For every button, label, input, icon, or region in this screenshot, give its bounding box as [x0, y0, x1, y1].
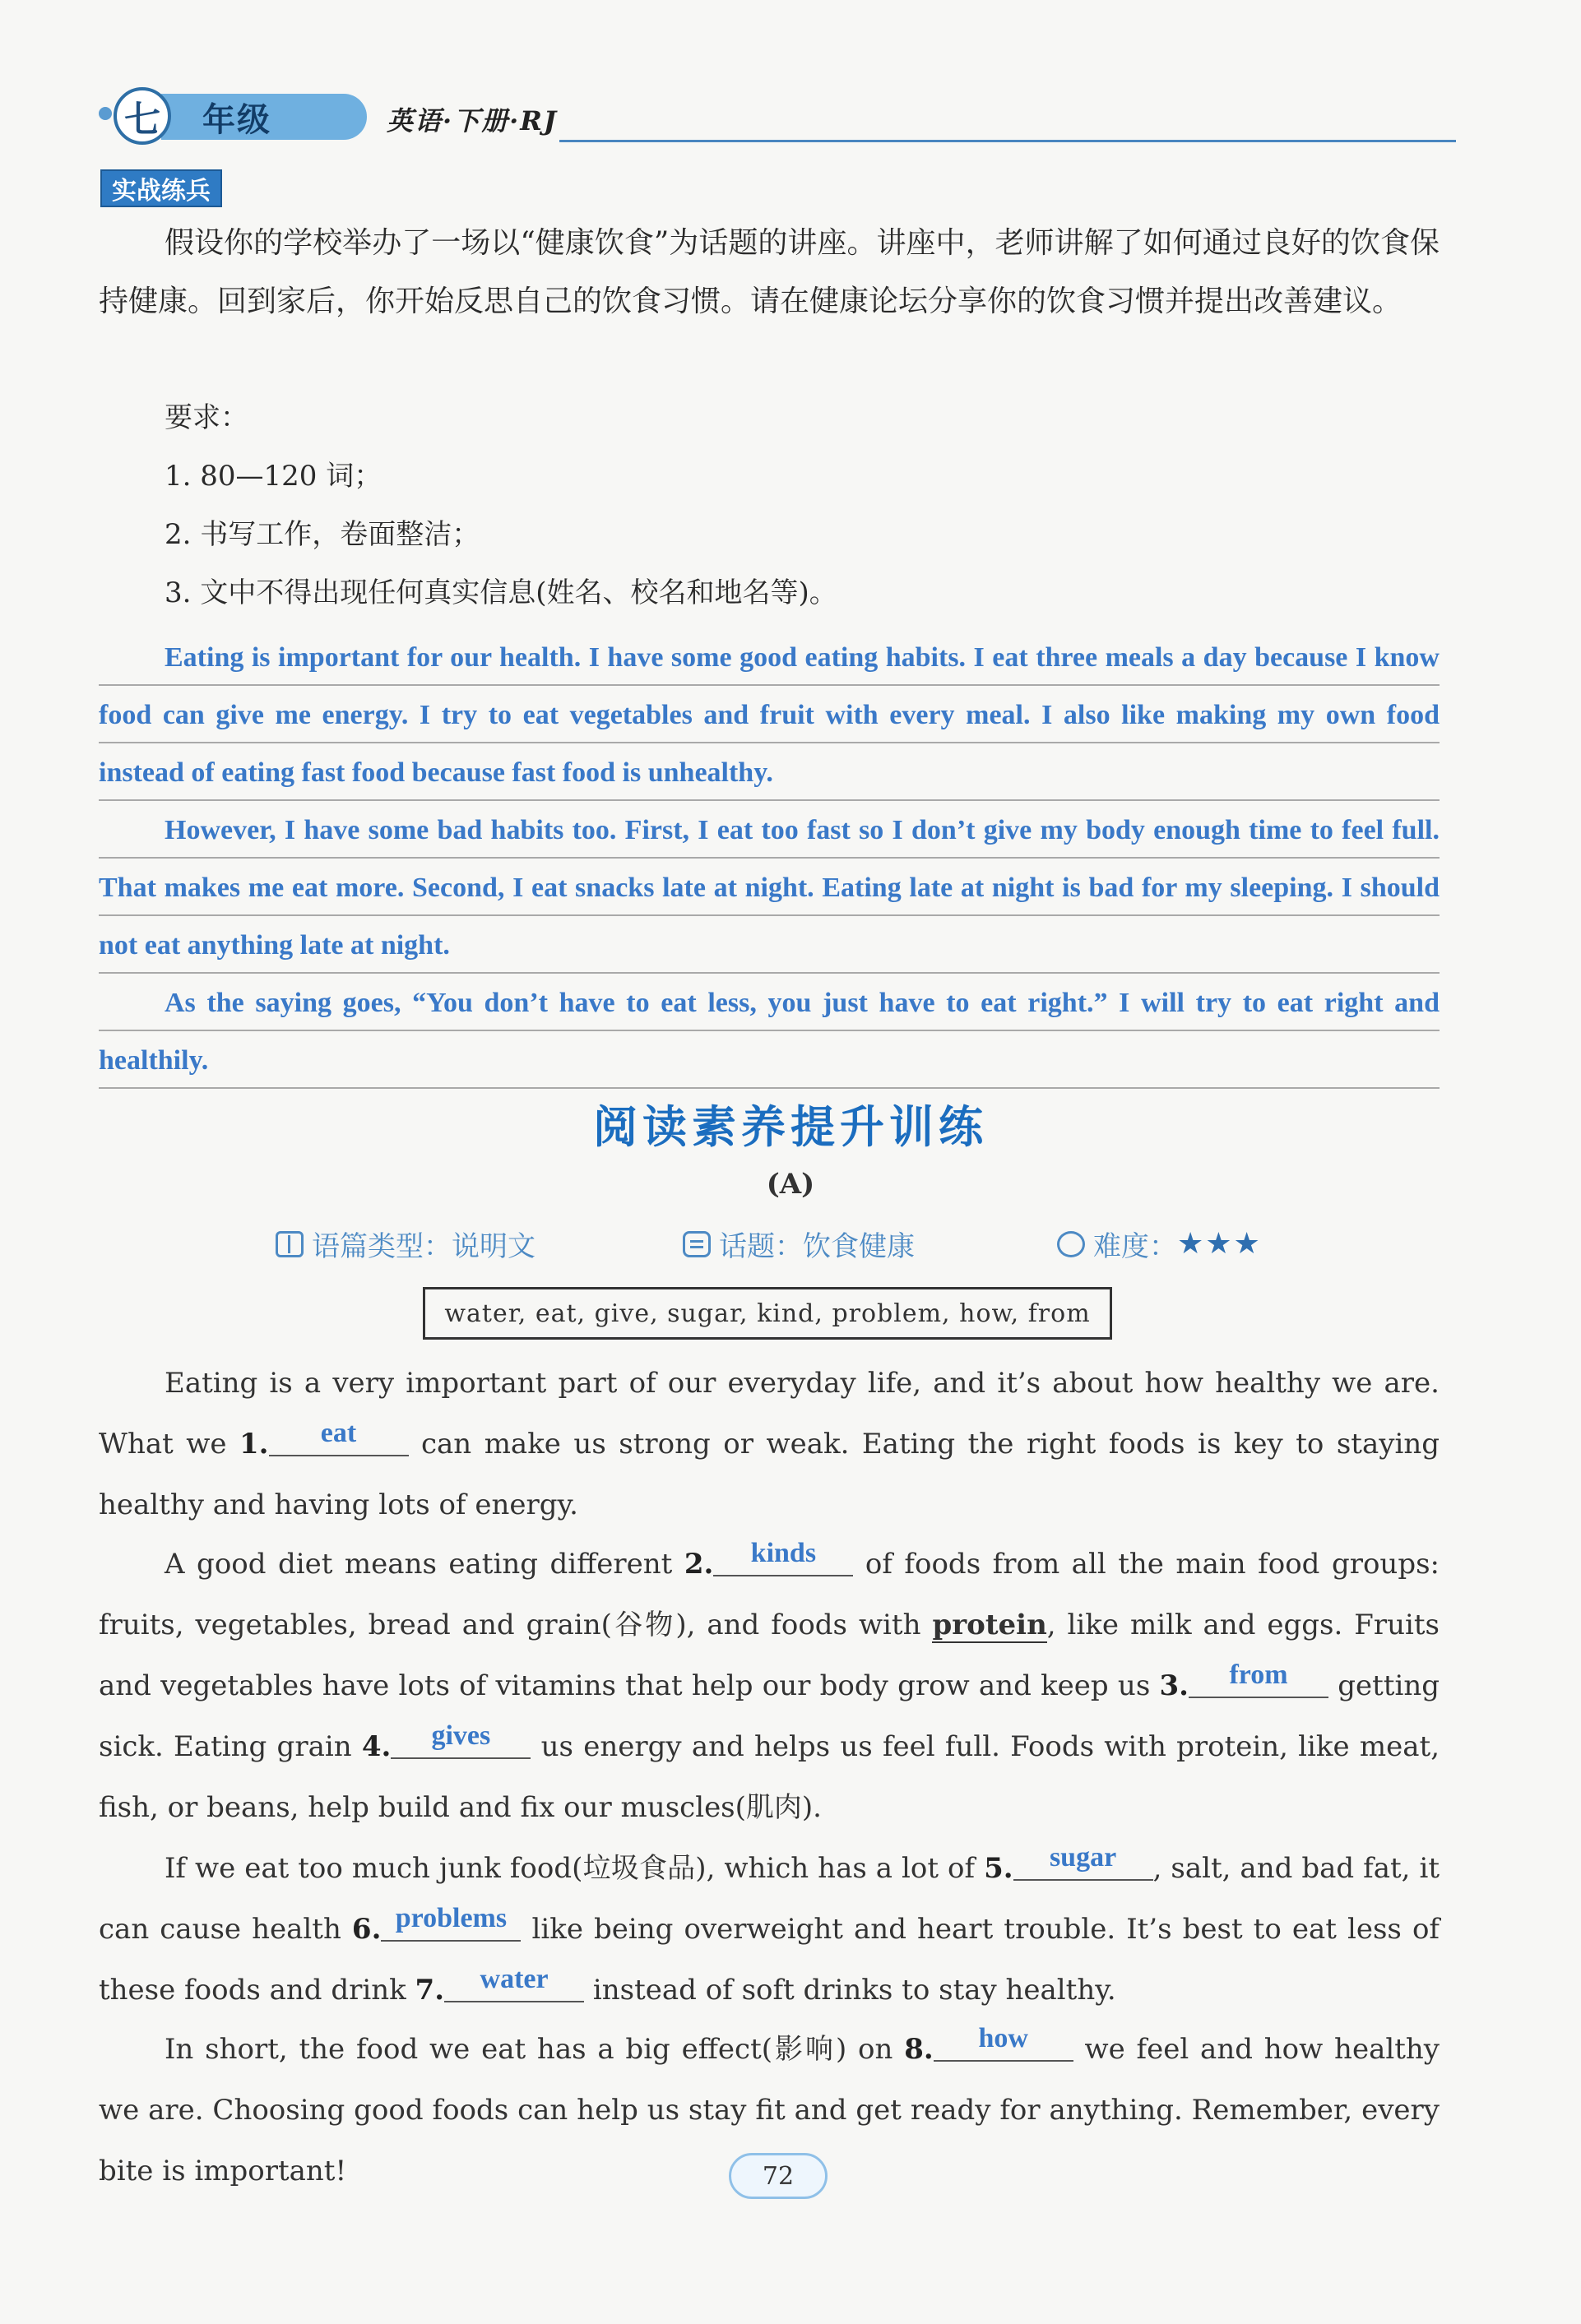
- blank-6[interactable]: [381, 1899, 521, 1942]
- writing-prompt: 假设你的学校举办了一场以“健康饮食”为话题的讲座。讲座中，老师讲解了如何通过良好的饮食保持健康。回到家后，你开始反思自己的饮食习惯。请在健康论坛分享你的饮食习惯并提出改善建议。: [99, 226, 1440, 318]
- p2-text-c: , like milk and eggs. Fruits and vegetables have lots of vitamins that help our body grow and keep us: [99, 1609, 1440, 1702]
- answer-6: problems: [395, 1903, 508, 1933]
- requirements-title: 要求：: [165, 401, 248, 434]
- blank-8[interactable]: [934, 2019, 1073, 2062]
- answer-1: eat: [320, 1418, 357, 1448]
- blank-4[interactable]: [391, 1716, 531, 1759]
- section-title: 阅读素养提升训练: [593, 1101, 988, 1153]
- answer-2: kinds: [750, 1538, 817, 1568]
- word-bank: water, eat, give, sugar, kind, problem, how, from: [423, 1287, 1112, 1340]
- blank-5[interactable]: [1013, 1838, 1153, 1881]
- requirement-2: 2. 书写工作，卷面整洁；: [165, 518, 480, 551]
- blank-1[interactable]: [269, 1414, 409, 1456]
- practice-tag: 实战练兵: [100, 169, 222, 207]
- genre-label: 语篇类型：说明文: [312, 1230, 536, 1263]
- p3-text-a: If we eat too much junk food(垃圾食品), which has a lot of: [165, 1852, 985, 1885]
- blank-number-1: 1.: [239, 1428, 269, 1461]
- difficulty-stars: ★★★: [1177, 1227, 1262, 1261]
- page-header: [90, 82, 1456, 156]
- blank-number-2: 2.: [684, 1548, 714, 1581]
- subject-label: 英语·下册·RJ: [387, 105, 559, 137]
- difficulty-meta: [1057, 1224, 1262, 1264]
- answer-paragraph-1: Eating is important for our health. I have some good eating habits. I eat three meals a day because I know food can give me energy. I try to eat vegetables and fruit with every meal. I also like making my own food instead of eating fast food because fast food is unhealthy.: [99, 629, 1440, 802]
- header-rule: [559, 140, 1456, 142]
- answer-8: how: [978, 2023, 1028, 2053]
- requirement-1: 1. 80—120 词；: [165, 460, 382, 493]
- p2-text-a: A good diet means eating different: [165, 1548, 684, 1581]
- p2-text-d: getting sick. Eating grain: [99, 1669, 1440, 1763]
- blank-number-3: 3.: [1159, 1669, 1189, 1702]
- blank-2[interactable]: [713, 1534, 853, 1576]
- protein-keyword: protein: [932, 1609, 1047, 1641]
- p2-text-e: us energy and helps us feel full. Foods with protein, like meat, fish, or beans, help build and fix our muscles(肌肉).: [99, 1730, 1440, 1824]
- genre-meta: [276, 1224, 536, 1264]
- blank-number-5: 5.: [984, 1852, 1013, 1885]
- p4-text-b: we feel and how healthy we are. Choosing good foods can help us stay fit and get ready for anything. Remember, every bite is important!: [99, 2033, 1440, 2187]
- answer-3: from: [1229, 1660, 1288, 1690]
- answer-paragraph-3: As the saying goes, “You don’t have to eat less, you just have to eat right.” I will try to eat right and healthily.: [99, 975, 1440, 1090]
- blank-number-4: 4.: [361, 1730, 392, 1763]
- answer-7: water: [480, 1964, 549, 1994]
- answer-4: gives: [431, 1720, 491, 1751]
- p3-text-d: instead of soft drinks to stay healthy.: [584, 1974, 1116, 2007]
- header-dot: [99, 107, 112, 120]
- grade-badge: 七: [114, 87, 171, 145]
- passage-paragraph-1: [99, 1353, 1440, 1535]
- grade-banner: [161, 94, 367, 140]
- difficulty-label: 难度：: [1093, 1230, 1177, 1263]
- p1-text-a: Eating is a very important part of our everyday life, and it’s about how healthy we are. What we: [99, 1367, 1440, 1461]
- blank-number-6: 6.: [351, 1913, 382, 1946]
- part-label: (A): [766, 1168, 815, 1201]
- p3-text-b: , salt, and bad fat, it can cause health: [99, 1852, 1440, 1946]
- chat-icon: [683, 1231, 711, 1257]
- passage-paragraph-3: [99, 1838, 1440, 2021]
- blank-7[interactable]: [444, 1960, 584, 2002]
- medal-icon: [1057, 1231, 1085, 1257]
- answer-5: sugar: [1049, 1842, 1117, 1873]
- requirement-3: 3. 文中不得出现任何真实信息(姓名、校名和地名等)。: [165, 576, 837, 609]
- grade-suffix: 年级: [202, 100, 271, 139]
- topic-meta: [683, 1224, 915, 1264]
- passage-paragraph-2: [99, 1534, 1440, 1838]
- p4-text-a: In short, the food we eat has a big effect(影响) on: [165, 2033, 905, 2066]
- blank-number-8: 8.: [904, 2033, 934, 2066]
- blank-3[interactable]: [1189, 1655, 1328, 1698]
- page-number: 72: [729, 2153, 828, 2199]
- p3-text-c: like being overweight and heart trouble. It’s best to eat less of these foods and drink: [99, 1913, 1440, 2007]
- blank-number-7: 7.: [415, 1974, 445, 2007]
- p1-text-b: can make us strong or weak. Eating the right foods is key to staying healthy and having lots of energy.: [99, 1428, 1440, 1521]
- answer-paragraph-2: However, I have some bad habits too. First, I eat too fast so I don’t give my body enough time to feel full. That makes me eat more. Second, I eat snacks late at night. Eating late at night is bad for my sleeping. I should not eat anything late at night.: [99, 802, 1440, 975]
- topic-label: 话题：饮食健康: [719, 1230, 915, 1263]
- p2-text-b: of foods from all the main food groups: fruits, vegetables, bread and grain(谷物), and foods with: [99, 1548, 1440, 1641]
- book-icon: [276, 1231, 304, 1257]
